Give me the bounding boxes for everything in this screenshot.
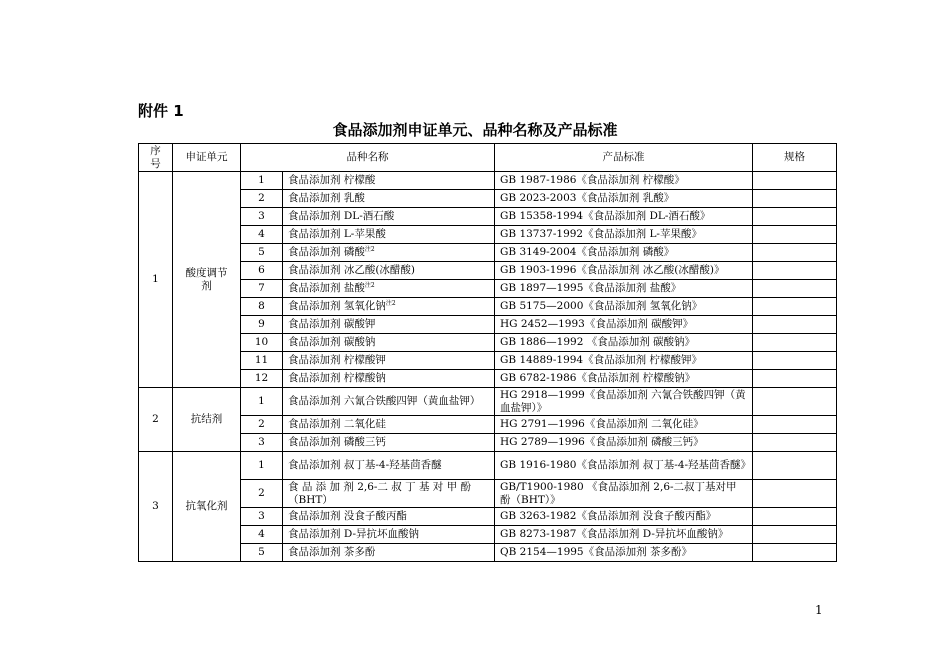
item-name: 食品添加剂 茶多酚 [288, 546, 376, 558]
item-spec [753, 352, 837, 370]
item-name: 食 品 添 加 剂 2,6-二 叔 丁 基 对 甲 酚（BHT） [288, 480, 471, 506]
item-standard: GB 1903-1996《食品添加剂 冰乙酸(冰醋酸)》 [495, 262, 753, 280]
item-number: 2 [241, 416, 283, 434]
item-name: 食品添加剂 叔丁基-4-羟基茴香醚 [288, 459, 442, 471]
item-standard: HG 2452—1993《食品添加剂 碳酸钾》 [495, 316, 753, 334]
item-standard: HG 2789—1996《食品添加剂 磷酸三钙》 [495, 434, 753, 452]
table-row [139, 208, 837, 226]
item-spec [753, 298, 837, 316]
item-standard: GB 2023-2003《食品添加剂 乳酸》 [495, 190, 753, 208]
item-number: 4 [241, 526, 283, 544]
table-row [139, 452, 837, 480]
item-spec [753, 508, 837, 526]
item-name-cell [283, 298, 495, 316]
item-name-cell [283, 480, 495, 508]
item-name: 食品添加剂 D-异抗坏血酸钠 [288, 528, 419, 540]
item-spec [753, 388, 837, 416]
item-name: 食品添加剂 乳酸 [288, 192, 365, 204]
item-name-cell [283, 544, 495, 562]
item-standard: GB 3263-1982《食品添加剂 没食子酸丙酯》 [495, 508, 753, 526]
item-spec [753, 316, 837, 334]
table-row [139, 226, 837, 244]
document-title: 食品添加剂申证单元、品种名称及产品标准 [332, 121, 618, 139]
item-number: 12 [241, 370, 283, 388]
item-spec [753, 262, 837, 280]
item-footnote: 注2 [364, 282, 375, 289]
item-number: 8 [241, 298, 283, 316]
item-name: 食品添加剂 柠檬酸 [288, 174, 376, 186]
table-row [139, 190, 837, 208]
item-name: 食品添加剂 氢氧化钠 [288, 300, 386, 312]
page-number: 1 [815, 603, 823, 617]
item-name: 食品添加剂 盐酸 [288, 282, 365, 294]
attachment-label: 附件 1 [138, 102, 184, 120]
group-seq: 1 [139, 172, 173, 388]
item-name: 食品添加剂 DL-酒石酸 [288, 210, 395, 222]
table-row [139, 508, 837, 526]
header-spec: 规格 [753, 144, 837, 172]
item-spec [753, 190, 837, 208]
group-unit: 抗结剂 [173, 388, 241, 452]
item-standard: GB 1886—1992 《食品添加剂 碳酸钠》 [495, 334, 753, 352]
header-name: 品种名称 [241, 144, 495, 172]
item-name-cell [283, 526, 495, 544]
standards-table [138, 143, 837, 562]
item-number: 3 [241, 508, 283, 526]
group-unit: 酸度调节剂 [173, 172, 241, 388]
item-number: 2 [241, 190, 283, 208]
table-row [139, 480, 837, 508]
header-unit: 申证单元 [173, 144, 241, 172]
item-spec [753, 526, 837, 544]
group-seq: 3 [139, 452, 173, 562]
item-name-cell [283, 388, 495, 416]
table-row [139, 352, 837, 370]
table-row [139, 526, 837, 544]
table-row [139, 416, 837, 434]
table-row [139, 434, 837, 452]
item-name: 食品添加剂 磷酸三钙 [288, 436, 386, 448]
item-name-cell [283, 508, 495, 526]
item-standard: QB 2154—1995《食品添加剂 茶多酚》 [495, 544, 753, 562]
item-number: 5 [241, 244, 283, 262]
item-name: 食品添加剂 柠檬酸钠 [288, 372, 386, 384]
table-row [139, 388, 837, 416]
item-name: 食品添加剂 磷酸 [288, 246, 365, 258]
item-standard: GB 15358-1994《食品添加剂 DL-酒石酸》 [495, 208, 753, 226]
item-number: 6 [241, 262, 283, 280]
item-number: 5 [241, 544, 283, 562]
item-number: 7 [241, 280, 283, 298]
item-spec [753, 208, 837, 226]
item-name-cell [283, 334, 495, 352]
item-standard: GB 3149-2004《食品添加剂 磷酸》 [495, 244, 753, 262]
item-standard: HG 2791—1996《食品添加剂 二氧化硅》 [495, 416, 753, 434]
group-seq: 2 [139, 388, 173, 452]
item-name-cell [283, 434, 495, 452]
table-row [139, 244, 837, 262]
table-row [139, 172, 837, 190]
table-row [139, 316, 837, 334]
item-spec [753, 280, 837, 298]
item-standard: GB 1897—1995《食品添加剂 盐酸》 [495, 280, 753, 298]
item-spec [753, 370, 837, 388]
table-row [139, 298, 837, 316]
group-unit: 抗氧化剂 [173, 452, 241, 562]
item-name-cell [283, 244, 495, 262]
item-number: 10 [241, 334, 283, 352]
item-spec [753, 480, 837, 508]
table-row [139, 334, 837, 352]
item-name: 食品添加剂 冰乙酸(冰醋酸) [288, 264, 416, 276]
item-standard: GB 1987-1986《食品添加剂 柠檬酸》 [495, 172, 753, 190]
table-body [139, 172, 837, 562]
item-standard: GB 1916-1980《食品添加剂 叔丁基-4-羟基茴香醚》 [495, 452, 753, 480]
item-name-cell [283, 172, 495, 190]
item-number: 9 [241, 316, 283, 334]
item-name-cell [283, 352, 495, 370]
item-footnote: 注2 [364, 246, 375, 253]
item-number: 2 [241, 480, 283, 508]
item-number: 11 [241, 352, 283, 370]
item-name: 食品添加剂 L-苹果酸 [288, 228, 386, 240]
item-name: 食品添加剂 二氧化硅 [288, 418, 386, 430]
table-row [139, 280, 837, 298]
item-name: 食品添加剂 没食子酸丙酯 [288, 510, 407, 522]
item-spec [753, 172, 837, 190]
item-spec [753, 544, 837, 562]
item-name-cell [283, 316, 495, 334]
item-name-cell [283, 370, 495, 388]
table-header-row [139, 144, 837, 172]
item-name-cell [283, 280, 495, 298]
item-standard: GB/T1900-1980 《食品添加剂 2,6-二叔丁基对甲酚（BHT）》 [495, 480, 753, 508]
table-row [139, 370, 837, 388]
item-footnote: 注2 [385, 300, 396, 307]
table-row [139, 262, 837, 280]
item-name: 食品添加剂 六氰合铁酸四钾（黄血盐钾） [288, 395, 481, 407]
item-spec [753, 416, 837, 434]
item-standard: GB 14889-1994《食品添加剂 柠檬酸钾》 [495, 352, 753, 370]
item-standard: GB 13737-1992《食品添加剂 L-苹果酸》 [495, 226, 753, 244]
item-number: 1 [241, 172, 283, 190]
item-name: 食品添加剂 柠檬酸钾 [288, 354, 386, 366]
item-standard: HG 2918—1999《食品添加剂 六氰合铁酸四钾（黄血盐钾）》 [495, 388, 753, 416]
item-name-cell [283, 226, 495, 244]
item-spec [753, 244, 837, 262]
item-name-cell [283, 190, 495, 208]
item-spec [753, 226, 837, 244]
item-standard: GB 6782-1986《食品添加剂 柠檬酸钠》 [495, 370, 753, 388]
item-number: 1 [241, 388, 283, 416]
item-number: 1 [241, 452, 283, 480]
item-name-cell [283, 452, 495, 480]
header-standard: 产品标准 [495, 144, 753, 172]
item-number: 3 [241, 208, 283, 226]
item-name: 食品添加剂 碳酸钠 [288, 336, 376, 348]
item-name-cell [283, 208, 495, 226]
item-standard: GB 8273-1987《食品添加剂 D-异抗坏血酸钠》 [495, 526, 753, 544]
table-row [139, 544, 837, 562]
item-name-cell [283, 262, 495, 280]
item-number: 3 [241, 434, 283, 452]
item-standard: GB 5175—2000《食品添加剂 氢氧化钠》 [495, 298, 753, 316]
item-name: 食品添加剂 碳酸钾 [288, 318, 376, 330]
header-seq: 序号 [139, 144, 173, 172]
item-number: 4 [241, 226, 283, 244]
item-name-cell [283, 416, 495, 434]
item-spec [753, 452, 837, 480]
item-spec [753, 434, 837, 452]
item-spec [753, 334, 837, 352]
